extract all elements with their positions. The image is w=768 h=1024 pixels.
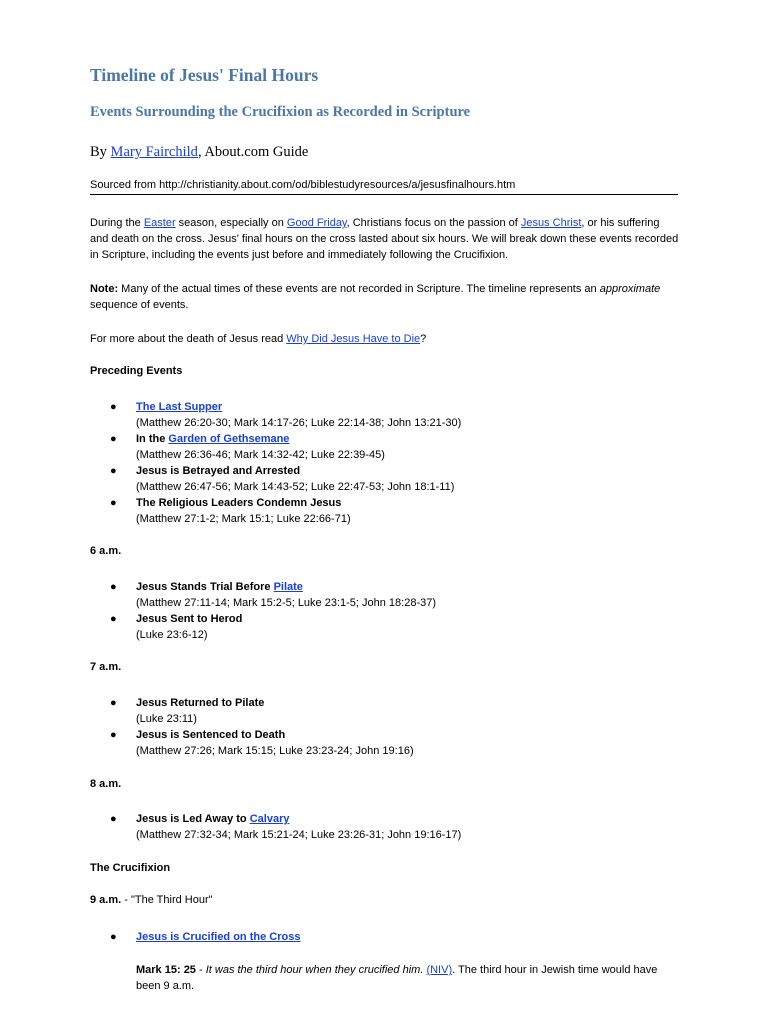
intro-paragraph [90,215,680,263]
item-prefix: In the [136,433,169,445]
scripture-ref: (Matthew 27:1-2; Mark 15:1; Luke 22:66-71) [136,513,351,525]
mark-text: . The third hour in Jewish time would have been 9 a.m. [136,964,658,992]
scripture-ref: (Luke 23:6-12) [136,629,208,641]
scripture-ref: (Matthew 26:47-56; Mark 14:43-52; Luke 22:47-53; John 18:1-11) [136,481,455,493]
jesus-christ-link[interactable]: Jesus Christ [520,217,582,229]
scripture-ref: (Matthew 27:11-14; Mark 15:2-5; Luke 23:1-5; John 18:28-37) [136,597,437,609]
section-crucifixion: The Crucifixion [90,862,171,874]
list-item-herod [110,611,676,643]
more-text-2: ? [420,333,427,345]
byline [90,144,308,161]
list-item-gethsemane [110,431,676,463]
source-line: Sourced from http://christianity.about.com/od/biblestudyresources/a/jesusfinalhours.htm [90,179,678,195]
easter-link[interactable]: Easter [143,217,176,229]
bullet-icon: ● [110,613,117,625]
nine-suffix: - "The Third Hour" [121,894,213,906]
bullet-icon: ● [110,401,117,413]
gethsemane-link[interactable]: Garden of Gethsemane [168,433,290,445]
section-9am [90,894,213,906]
more-paragraph [90,331,680,347]
item-name: Jesus Sent to Herod [136,613,243,625]
section-6am: 6 a.m. [90,545,122,557]
bullet-icon: ● [110,697,117,709]
mark-dash: - [195,964,206,976]
bullet-icon: ● [110,581,117,593]
item-prefix: Jesus is Led Away to [136,813,250,825]
note-paragraph [90,281,680,313]
intro-text-3: , Christians focus on the passion of [346,217,521,229]
scripture-ref: (Luke 23:11) [136,713,197,725]
list-item-last-supper [110,399,676,431]
mark-quote: It was the third hour when they crucified him. [205,964,424,976]
list-item-sentenced [110,727,676,759]
mark-quote-paragraph [136,962,676,994]
mark-ref: Mark 15: 25 [136,964,196,976]
nine-label: 9 a.m. [90,894,122,906]
note-text-1: Many of the actual times of these events are not recorded in Scripture. The timeline represents an [118,283,600,295]
byline-prefix: By [90,144,111,160]
bullet-icon: ● [110,729,117,741]
byline-suffix: , About.com Guide [197,144,309,160]
intro-text-2: season, especially on [175,217,287,229]
bullet-icon: ● [110,465,117,477]
scripture-ref: (Matthew 27:32-34; Mark 15:21-24; Luke 23:26-31; John 19:16-17) [136,829,462,841]
item-name: The Religious Leaders Condemn Jesus [136,497,342,509]
list-item-calvary [110,811,676,843]
bullet-icon: ● [110,813,117,825]
last-supper-link[interactable]: The Last Supper [136,401,223,413]
note-label: Note: [90,283,119,295]
section-7am: 7 a.m. [90,661,122,673]
note-emphasis: approximate [599,283,661,295]
section-8am: 8 a.m. [90,778,122,790]
list-item-betrayed [110,463,676,495]
calvary-link[interactable]: Calvary [249,813,290,825]
page-subtitle: Events Surrounding the Crucifixion as Recorded in Scripture [90,104,471,120]
note-text-2: sequence of events. [90,299,189,311]
good-friday-link[interactable]: Good Friday [286,217,347,229]
list-item-crucified [110,929,676,945]
page-title: Timeline of Jesus' Final Hours [90,65,319,85]
intro-text-4: , or his suffering and death on the cross. Jesus' final hours on the cross lasted about six hours. We will break down these events recorded in Scripture, including the events just before and immediately following the Crucifixion. [90,217,679,261]
why-die-link[interactable]: Why Did Jesus Have to Die [286,333,421,345]
author-link[interactable]: Mary Fairchild [110,144,198,160]
scripture-ref: (Matthew 27:26; Mark 15:15; Luke 23:23-24; John 19:16) [136,745,414,757]
item-name: Jesus is Betrayed and Arrested [136,465,301,477]
section-preceding-events: Preceding Events [90,365,183,377]
bullet-icon: ● [110,931,117,943]
list-item-trial [110,579,676,611]
more-text-1: For more about the death of Jesus read [90,333,287,345]
crucified-link[interactable]: Jesus is Crucified on the Cross [136,931,301,943]
list-item-returned [110,695,676,727]
item-name: Jesus Returned to Pilate [136,697,265,709]
scripture-ref: (Matthew 26:36-46; Mark 14:32-42; Luke 22:39-45) [136,449,385,461]
pilate-link[interactable]: Pilate [273,581,303,593]
list-item-condemn [110,495,676,527]
item-name: Jesus is Sentenced to Death [136,729,286,741]
intro-text-1: During the [90,217,144,229]
niv-link[interactable]: (NIV) [426,964,453,976]
item-prefix: Jesus Stands Trial Before [136,581,274,593]
bullet-icon: ● [110,433,117,445]
scripture-ref: (Matthew 26:20-30; Mark 14:17-26; Luke 22:14-38; John 13:21-30) [136,417,462,429]
bullet-icon: ● [110,497,117,509]
